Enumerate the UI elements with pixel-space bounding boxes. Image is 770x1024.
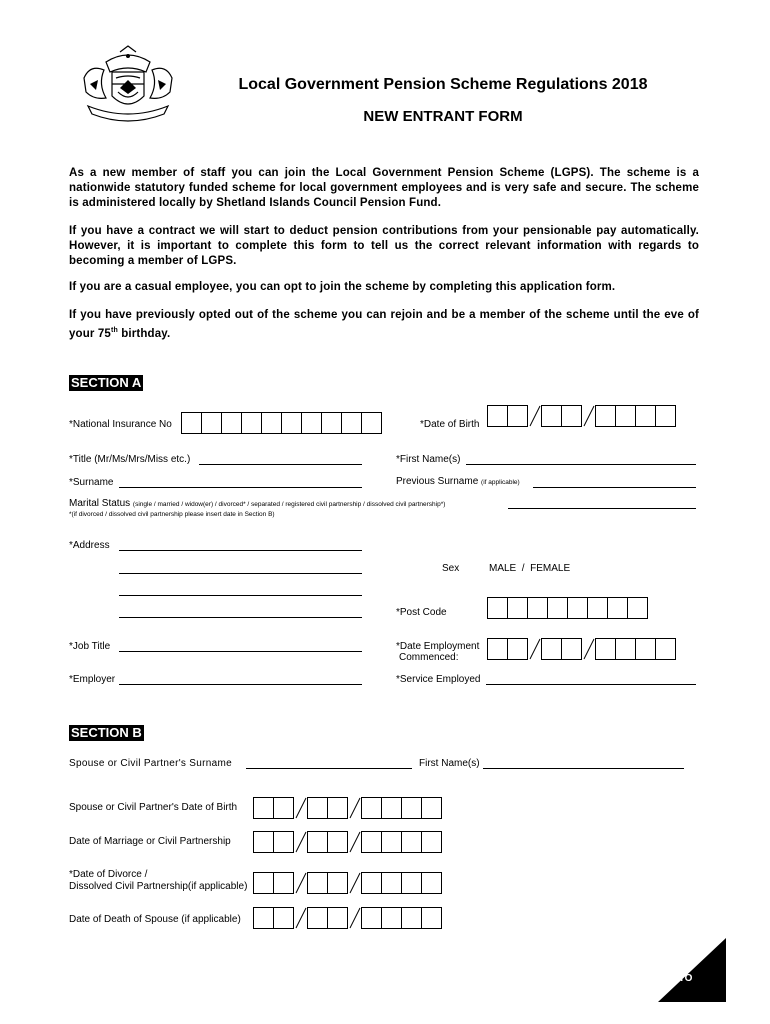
marital-status-text: Marital Status [69, 498, 131, 509]
marital-status-input[interactable] [508, 508, 696, 509]
address-line-3[interactable] [119, 595, 362, 596]
pto-label: PTO [672, 973, 693, 984]
death-date-input[interactable] [253, 907, 442, 929]
divorce-date-label [69, 869, 247, 893]
previous-surname-label [396, 476, 520, 487]
spouse-surname-input[interactable] [246, 768, 412, 769]
marriage-date-label: Date of Marriage or Civil Partnership [69, 836, 231, 847]
section-b-heading: SECTION B [71, 725, 142, 740]
spouse-dob-label: Spouse or Civil Partner's Date of Birth [69, 802, 238, 813]
first-names-label: *First Name(s) [396, 454, 461, 465]
intro-paragraph-1: As a new member of staff you can join the Local Government Pension Scheme (LGPS). The scheme is a nationwide statutory funded scheme for local government employees and is very safe and secure. The scheme is administered locally by Shetland Islands Council Pension Fund. [69, 167, 699, 209]
first-names-input[interactable] [466, 464, 696, 465]
intro-paragraph-4 [69, 308, 699, 342]
intro-paragraph-3: If you are a casual employee, you can opt to join the scheme by completing this application form. [69, 281, 616, 293]
death-date-label: Date of Death of Spouse (if applicable) [69, 914, 241, 925]
ni-number-input[interactable] [181, 412, 382, 434]
title-label: *Title (Mr/Ms/Mrs/Miss etc.) [69, 454, 191, 465]
intro-p4-end: birthday. [117, 327, 171, 340]
sex-label: Sex [442, 563, 460, 574]
marital-status-note: *(if divorced / dissolved civil partnership please insert date in Section B) [69, 511, 275, 518]
previous-surname-text: Previous Surname [396, 476, 479, 487]
intro-p4-text: If you have previously opted out of the scheme you can rejoin and be a member of the scheme until the eve of your 75 [69, 309, 699, 340]
date-employment-label [396, 641, 479, 663]
service-employed-label: *Service Employed [396, 674, 481, 685]
form-title: Local Government Pension Scheme Regulations 2018 [238, 76, 648, 93]
service-employed-input[interactable] [486, 684, 696, 685]
previous-surname-note: (if applicable) [481, 479, 520, 486]
job-title-label: *Job Title [69, 641, 111, 652]
marital-status-label [69, 498, 445, 509]
form-subtitle: NEW ENTRANT FORM [363, 108, 523, 125]
date-employment-label-line2: Commenced: [399, 652, 459, 663]
address-label: *Address [69, 540, 110, 551]
marriage-date-input[interactable] [253, 831, 442, 853]
spouse-first-names-input[interactable] [483, 768, 684, 769]
sex-options[interactable]: MALE / FEMALE [489, 563, 571, 574]
spouse-first-names-label: First Name(s) [419, 758, 480, 769]
employer-label: *Employer [69, 674, 116, 685]
surname-input[interactable] [119, 487, 362, 488]
address-line-4[interactable] [119, 617, 362, 618]
dob-label: *Date of Birth [420, 419, 480, 430]
marital-status-options: (single / married / widow(er) / divorced* / separated / registered civil partnership / dissolved civil partnership*) [132, 501, 446, 508]
spouse-dob-input[interactable] [253, 797, 442, 819]
spouse-surname-label: Spouse or Civil Partner's Surname [69, 758, 232, 769]
divorce-date-label-line1: *Date of Divorce / [69, 869, 148, 880]
previous-surname-input[interactable] [533, 487, 696, 488]
divorce-date-label-line2: Dissolved Civil Partnership(if applicable) [69, 881, 248, 892]
date-employment-input[interactable] [487, 638, 676, 660]
address-line-1[interactable] [119, 550, 362, 551]
title-input[interactable] [199, 464, 362, 465]
intro-p4-sup: th [110, 327, 118, 334]
postcode-label: *Post Code [396, 607, 447, 618]
address-line-2[interactable] [119, 573, 362, 574]
dob-input[interactable] [487, 405, 676, 427]
postcode-input[interactable] [487, 597, 648, 619]
ni-label: *National Insurance No [69, 419, 172, 430]
date-employment-label-line1: *Date Employment [396, 641, 480, 652]
employer-input[interactable] [119, 684, 362, 685]
page-turn-corner-icon [658, 938, 726, 1002]
intro-paragraph-2: If you have a contract we will start to deduct pension contributions from your pensionable pay automatically. However, it is important to complete this form to tell us the correct relevant information with regards to becoming a member of LGPS. [69, 225, 699, 267]
surname-label: *Surname [69, 477, 114, 488]
section-a-heading: SECTION A [71, 375, 142, 390]
job-title-input[interactable] [119, 651, 362, 652]
divorce-date-input[interactable] [253, 872, 442, 894]
